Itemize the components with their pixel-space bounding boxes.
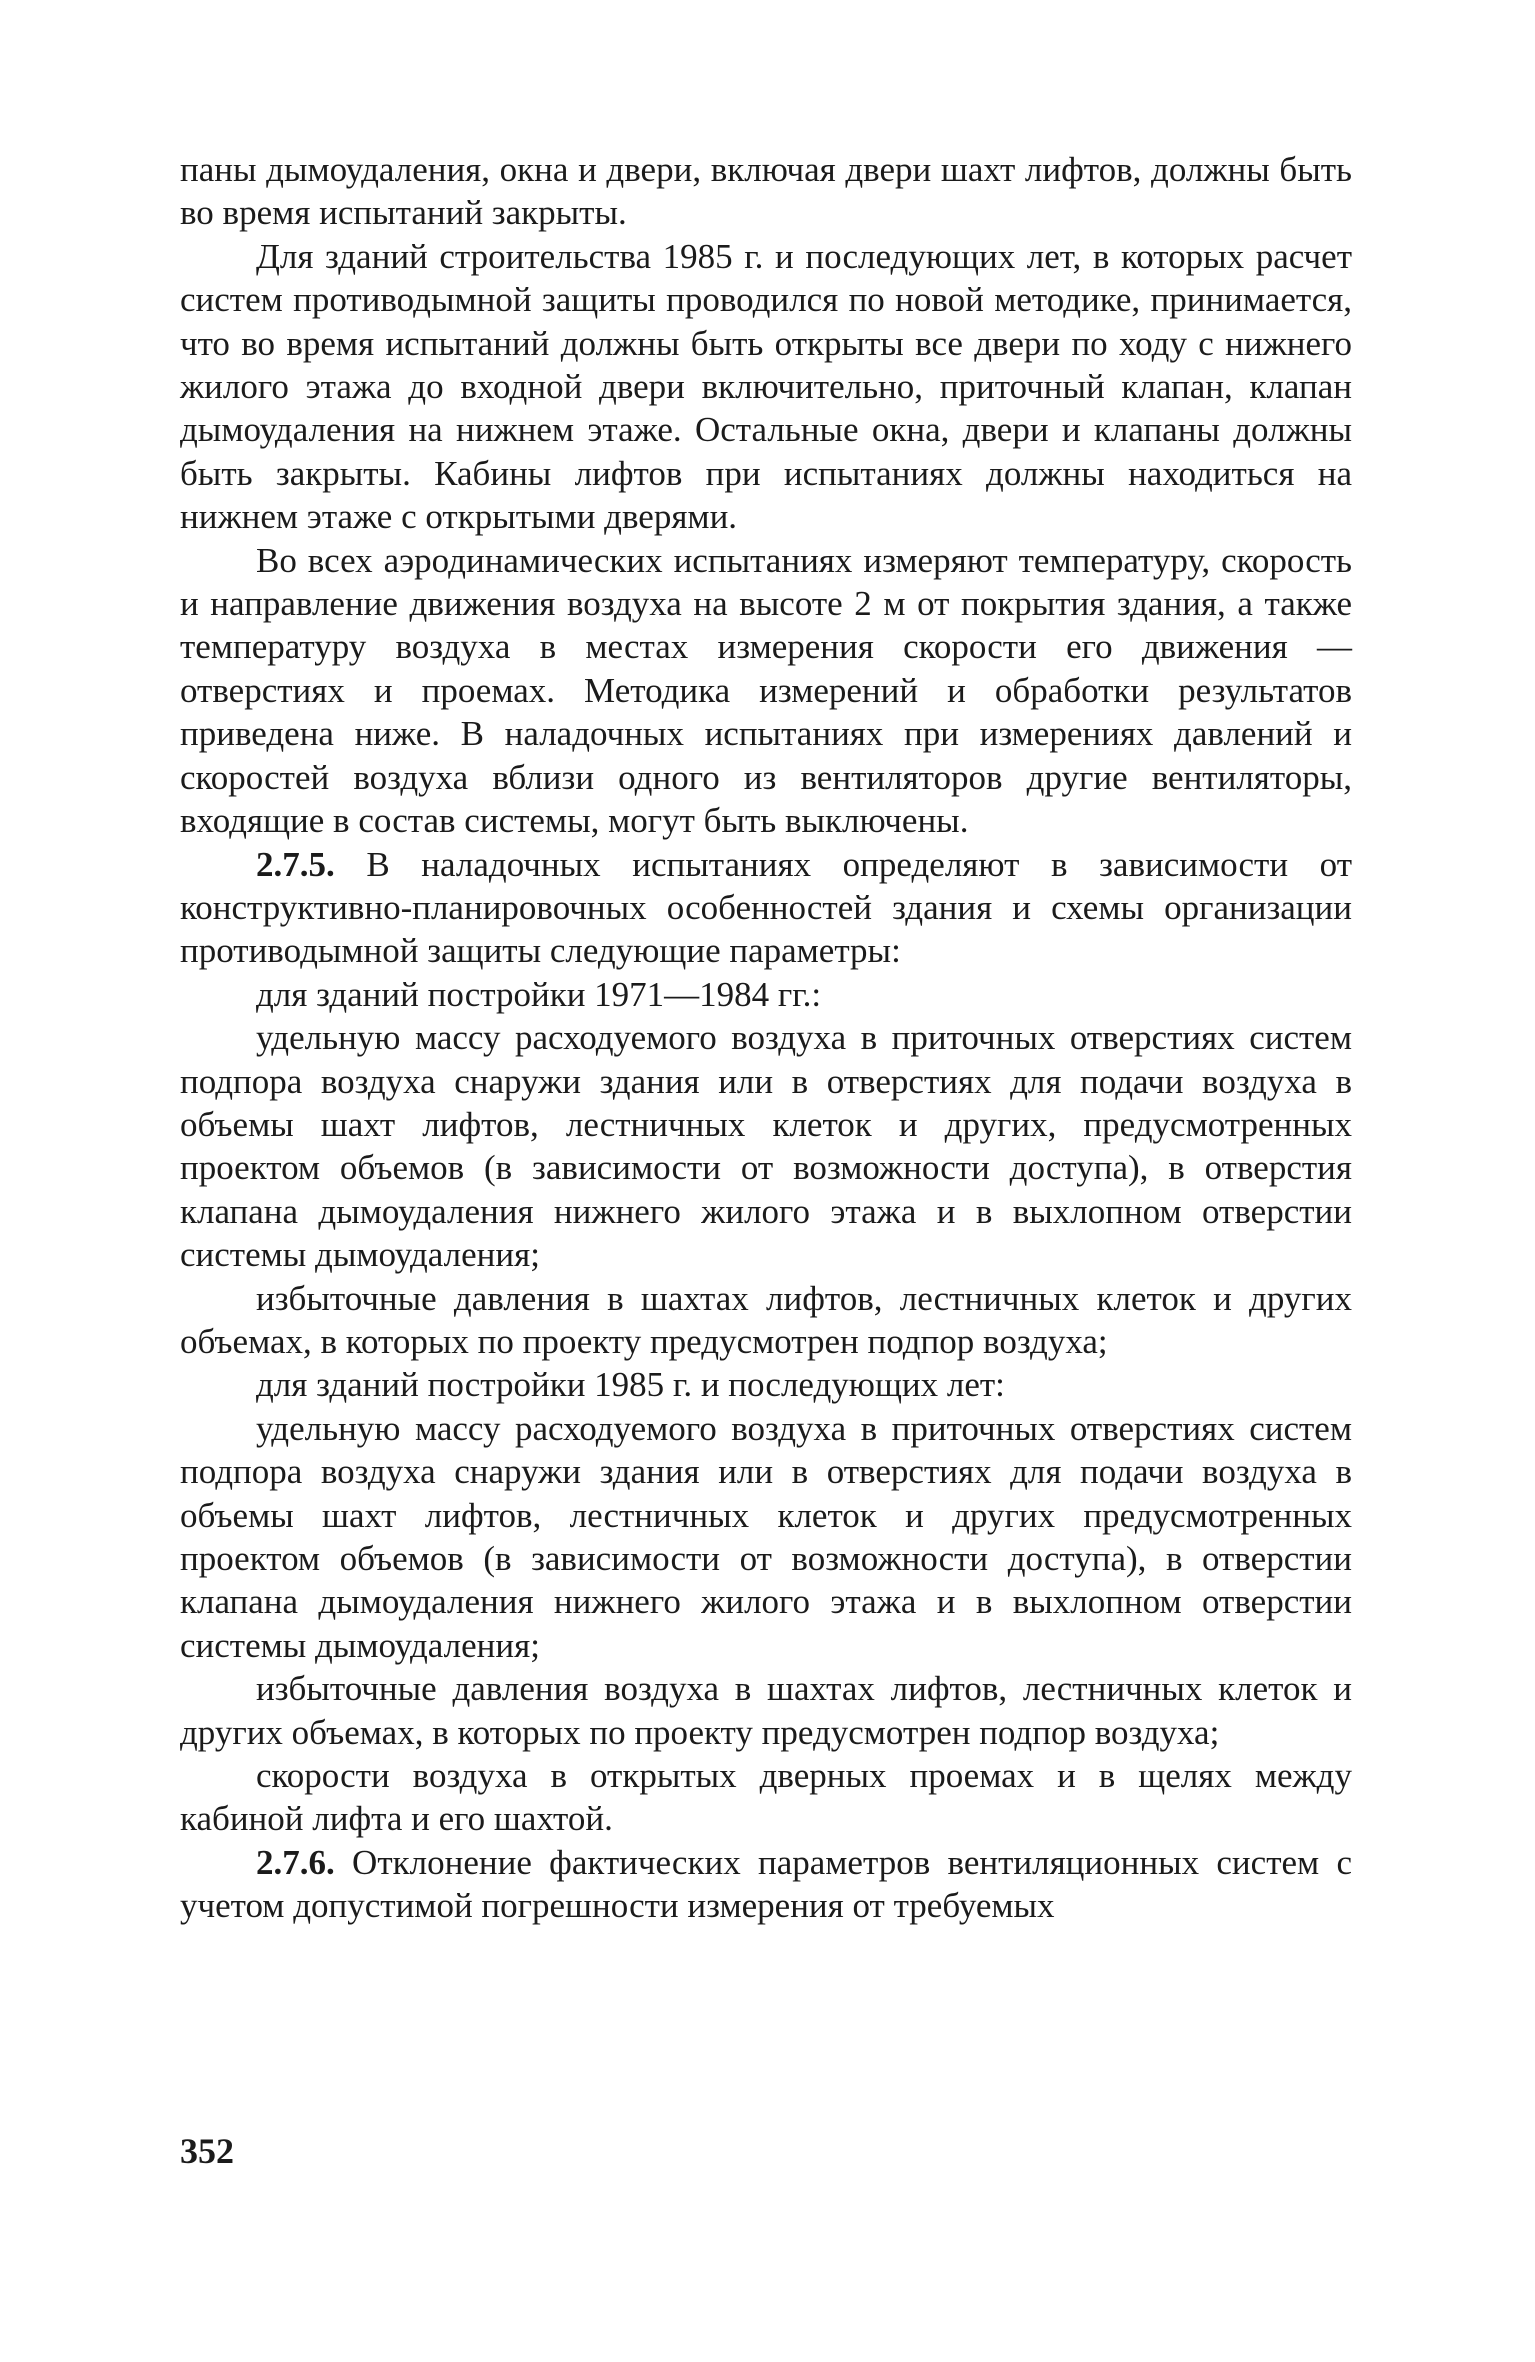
paragraph-2-text: Для зданий строительства 1985 г. и последующих лет, в которых расчет систем противодымной защиты проводился по новой методике, принимается, что во время испытаний должны быть открыты все двери по ходу с нижнего жилого этажа до входной двери включительно, приточный клапан, клапан дымоудаления на нижнем этаже. Остальные окна, двери и клапаны должны быть закрыты. Кабины лифтов при испытаниях должны находиться на нижнем этаже с открытыми дверями.: [180, 236, 1352, 537]
paragraph-air-speed-text: скорости воздуха в открытых дверных проемах и в щелях между кабиной лифта и его шахтой.: [180, 1756, 1352, 1839]
paragraph-pressure-2-text: избыточные давления воздуха в шахтах лифтов, лестничных клеток и других объемах, в которых по проекту предусмотрен подпор воздуха;: [180, 1669, 1352, 1752]
paragraph-buildings-1971-1984-text: для зданий постройки 1971—1984 гг.:: [256, 974, 822, 1014]
paragraph-air-mass-1-text: удельную массу расходуемого воздуха в приточных отверстиях систем подпора воздуха снаружи здания или в отверстиях для подачи воздуха в объемы шахт лифтов, лестничных клеток и других, предусмотренных проектом объемов (в зависимости от возможности доступа), в отверстия клапана дымоудаления нижнего жилого этажа и в выхлопном отверстии системы дымоудаления;: [180, 1018, 1352, 1275]
paragraph-1-text: паны дымоудаления, окна и двери, включая двери шахт лифтов, должны быть во время испытаний закрыты.: [180, 150, 1352, 233]
paragraph-2-7-5: [180, 843, 1352, 973]
page-body: [180, 148, 1352, 1928]
paragraph-2-7-6: [180, 1841, 1352, 1928]
paragraph-2-7-5-text: В наладочных испытаниях определяют в зависимости от конструктивно-планировочных особенностей здания и схемы организации противодымной защиты следующие параметры:: [180, 844, 1352, 971]
paragraph-3-text: Во всех аэродинамических испытаниях измеряют температуру, скорость и направление движения воздуха на высоте 2 м от покрытия здания, а также температуру воздуха в местах измерения скорости его движения — отверстиях и проемах. Методика измерений и обработки результатов приведена ниже. В наладочных испытаниях при измерениях давлений и скоростей воздуха вблизи одного из вентиляторов другие вентиляторы, входящие в состав системы, могут быть выключены.: [180, 540, 1352, 841]
paragraph-buildings-1985: [180, 1363, 1352, 1406]
paragraph-3: [180, 539, 1352, 843]
paragraph-air-mass-1: [180, 1016, 1352, 1276]
page-number: 352: [180, 2131, 234, 2171]
section-number-2-7-5: 2.7.5.: [256, 844, 335, 884]
paragraph-2: [180, 235, 1352, 539]
paragraph-pressure-1-text: избыточные давления в шахтах лифтов, лестничных клеток и других объемах, в которых по проекту предусмотрен подпор воздуха;: [180, 1278, 1352, 1361]
paragraph-air-mass-2-text: удельную массу расходуемого воздуха в приточных отверстиях систем подпора воздуха снаружи здания или в отверстиях для подачи воздуха в объемы шахт лифтов, лестничных клеток и других предусмотренных проектом объемов (в зависимости от возможности доступа), в отверстии клапана дымоудаления нижнего жилого этажа и в выхлопном отверстии системы дымоудаления;: [180, 1408, 1352, 1665]
paragraph-2-7-6-text: Отклонение фактических параметров вентиляционных систем с учетом допустимой погрешности измерения от требуемых: [180, 1842, 1352, 1926]
paragraph-1: [180, 148, 1352, 235]
paragraph-buildings-1971-1984: [180, 973, 1352, 1016]
paragraph-air-speed: [180, 1754, 1352, 1841]
paragraph-buildings-1985-text: для зданий постройки 1985 г. и последующих лет:: [256, 1365, 1005, 1405]
section-number-2-7-6: 2.7.6.: [256, 1842, 335, 1882]
paragraph-pressure-1: [180, 1277, 1352, 1364]
paragraph-air-mass-2: [180, 1407, 1352, 1667]
paragraph-pressure-2: [180, 1667, 1352, 1754]
